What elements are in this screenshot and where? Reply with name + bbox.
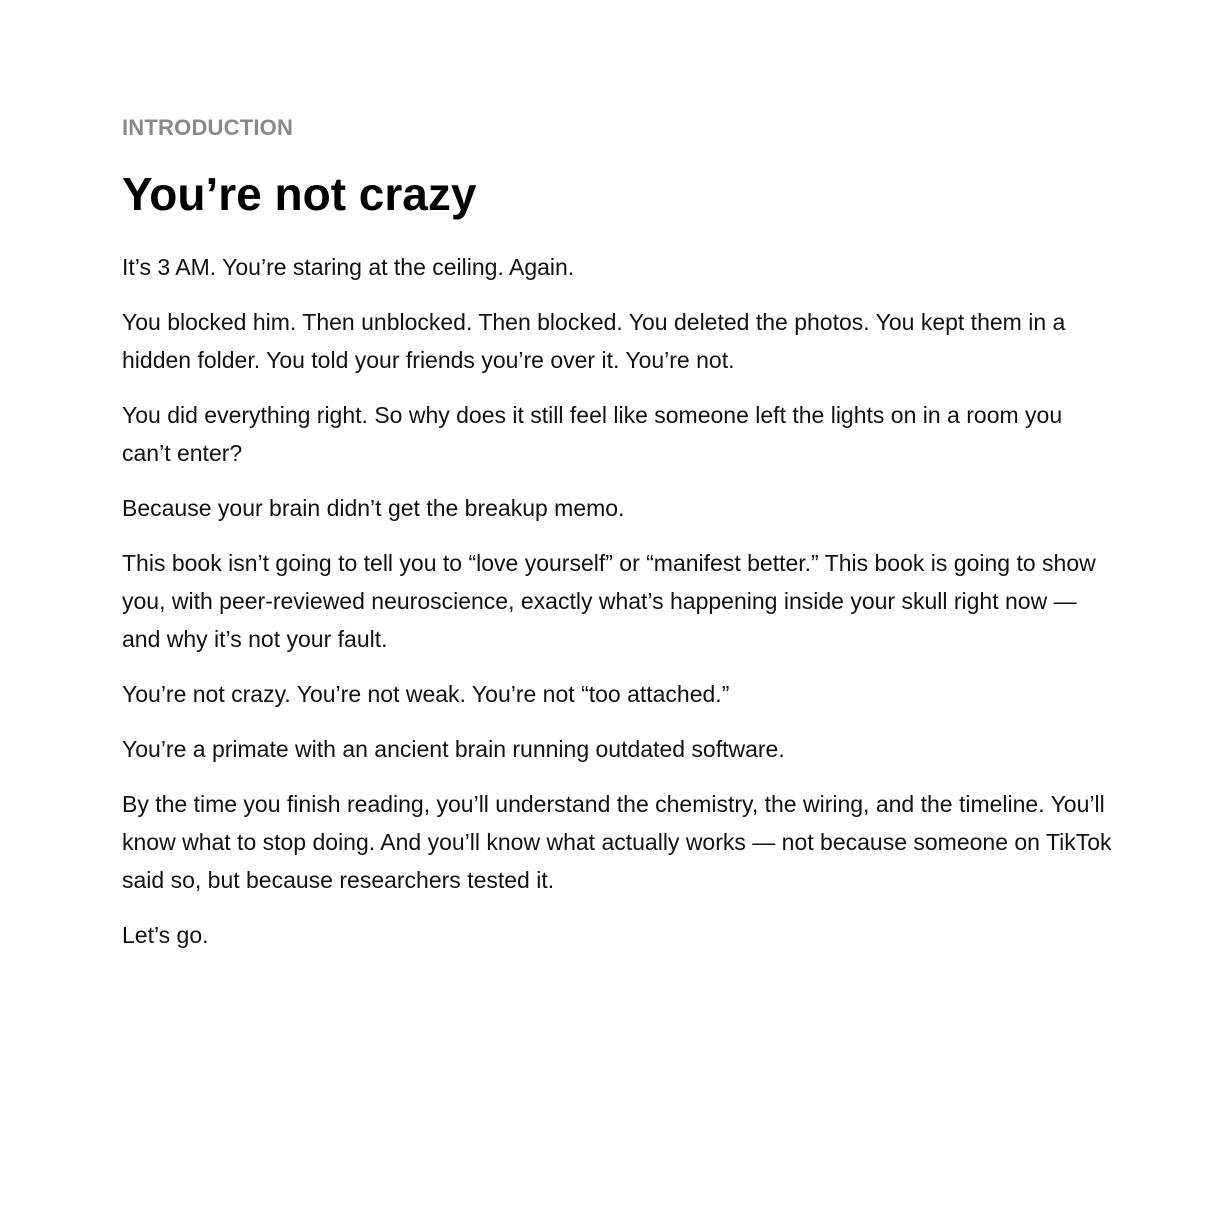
chapter-body [122,248,1112,954]
paragraph-9: Let’s go. [122,922,209,948]
paragraph-3: You did everything right. So why does it still feel like someone left the lights on in a room you can’t enter? [122,402,1063,466]
paragraph-1: It’s 3 AM. You’re staring at the ceiling. Again. [122,254,575,280]
paragraph-2: You blocked him. Then unblocked. Then blocked. You deleted the photos. You kept them in a hidden folder. You told your friends you’re over it. You’re not. [122,309,1066,373]
paragraph-5: This book isn’t going to tell you to “love yourself” or “manifest better.” This book is going to show you, with peer-reviewed neuroscience, exactly what’s happening inside your skull right now — and why it’s not your fault. [122,550,1096,652]
document-content [122,114,1112,971]
paragraph-6: You’re not crazy. You’re not weak. You’re not “too attached.” [122,681,730,707]
chapter-title: You’re not crazy [122,168,477,220]
paragraph-4: Because your brain didn’t get the breakup memo. [122,495,625,521]
paragraph-8: By the time you finish reading, you’ll understand the chemistry, the wiring, and the timeline. You’ll know what to stop doing. And you’ll know what actually works — not because someone on TikTok said so, but because researchers tested it. [122,791,1112,893]
paragraph-7: You’re a primate with an ancient brain running outdated software. [122,736,785,762]
section-label: INTRODUCTION [122,115,294,140]
